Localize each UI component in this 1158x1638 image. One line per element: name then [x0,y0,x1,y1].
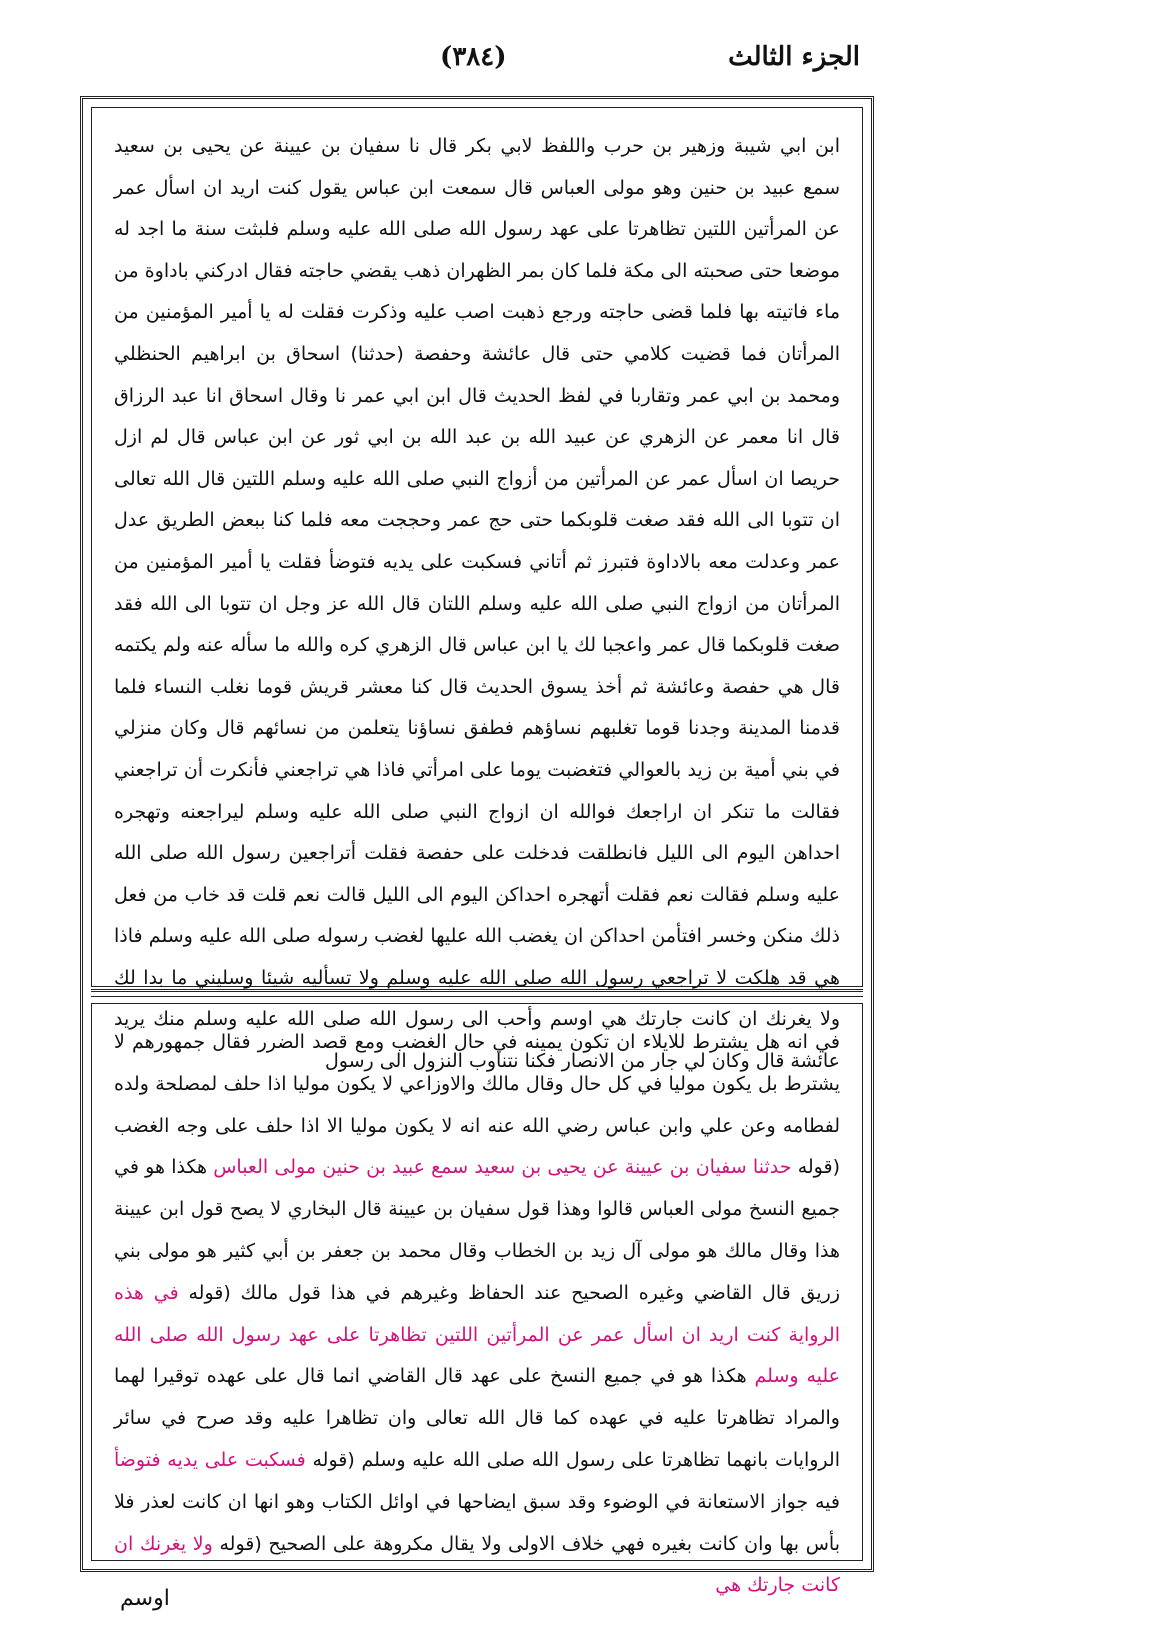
volume-title: الجزء الثالث [728,42,860,72]
commentary-part-2: هكذا هو في جميع النسخ مولى العباس قالوا وهذا قول سفيان بن عيينة قال البخاري لا يصح قول ابن عيينة هذا وقال مالك هو مولى آل زيد بن الخطاب وقال محمد بن جعفر بن أبي كثير هو مولى بني زريق قال القاضي وغيره الصحيح عند الحفاظ وغيرهم في هذا قول مالك (قوله [114,1156,840,1304]
commentary-part-4: فيه جواز الاستعانة في الوضوء وقد سبق ايضاحها في اوائل الكتاب وهو انها ان كانت لعذر فلا بأس بها وان كانت بغيره فهي خلاف الاولى ولا يقال مكروهة على الصحيح (قوله [114,1490,840,1555]
commentary-text [114,1022,840,1607]
page-frame [80,96,874,1597]
commentary-quote-1: حدثنا سفيان بن عيينة عن يحيى بن سعيد سمع عبيد بن حنين مولى العباس [213,1156,792,1179]
commentary-quote-4: ولا يغرنك ان كانت جارتك هي [114,1532,840,1597]
commentary-panel [91,1003,863,1597]
page-number: (٣٨٤) [440,42,507,72]
commentary-quote-3: فسكبت على يديه فتوضأ [114,1448,306,1471]
catchword: اوسم [120,1586,170,1611]
commentary-part-1: في انه هل يشترط للايلاء ان تكون يمينه في حال الغضب ومع قصد الضرر فقال جمهورهم لا يشترط بل يكون موليا في كل حال وقال مالك والاوزاعي لا يكون موليا اذا حلف لمصلحة ولده لفطامه وعن علي وابن عباس رضي الله عنه انه لا يكون موليا الا اذا حلف على وجه الغضب (قوله [114,1031,840,1179]
section-divider [91,989,863,997]
page-header [80,42,860,86]
commentary-quote-2: في هذه الرواية كنت اريد ان اسأل عمر عن المرأتين اللتين تظاهرتا على عهد رسول الله صلى الله عليه وسلم [114,1281,840,1388]
hadith-text: ابن ابي شيبة وزهير بن حرب واللفظ لابي بكر قال نا سفيان بن عيينة عن يحيى بن سعيد سمع عبيد بن حنين وهو مولى العباس قال سمعت ابن عباس يقول كنت اريد ان اسأل عمر عن المرأتين اللتين تظاهرتا على عهد رسول الله صلى الله عليه وسلم فلبثت سنة ما اجد له موضعا حتى صحبته الى مكة فلما كان بمر الظهران ذهب يقضي حاجته فقال ادركني باداوة من ماء فاتيته بها فلما قضى حاجته ورجع ذهبت اصب عليه وذكرت فقلت له يا أمير المؤمنين من المرأتان فما قضيت كلامي حتى قال عائشة وحفصة (حدثنا) اسحاق بن ابراهيم الحنظلي ومحمد بن ابي عمر وتقاربا في لفظ الحديث قال ابن ابي عمر نا وقال اسحاق انا عبد الرزاق قال انا معمر عن الزهري عن عبيد الله بن عبد الله بن ابي ثور عن ابن عباس قال لم ازل حريصا ان اسأل عمر عن المرأتين من أزواج النبي صلى الله عليه وسلم اللتين قال الله تعالى ان تتوبا الى الله فقد صغت قلوبكما حتى حج عمر وحججت معه فلما كنا ببعض الطريق عدل عمر وعدلت معه بالاداوة فتبرز ثم أتاني فسكبت على يديه فتوضأ فقلت يا أمير المؤمنين من المرأتان من ازواج النبي صلى الله عليه وسلم اللتان قال الله عز وجل ان تتوبا الى الله فقد صغت قلوبكما قال عمر واعجبا لك يا ابن عباس قال الزهري كره والله ما سأله عنه ولم يكتمه قال هي حفصة وعائشة ثم أخذ يسوق الحديث قال كنا معشر قريش قوما نغلب النساء فلما قدمنا المدينة وجدنا قوما تغلبهم نساؤهم فطفق نساؤنا يتعلمن من نسائهم قال وكان منزلي في بني أمية بن زيد بالعوالي فتغضبت يوما على امرأتي فاذا هي تراجعني فأنكرت أن تراجعني فقالت ما تنكر ان اراجعك فوالله ان ازواج النبي صلى الله عليه وسلم ليراجعنه وتهجره احداهن اليوم الى الليل فانطلقت فدخلت على حفصة فقلت أتراجعين رسول الله صلى الله عليه وسلم فقالت نعم فقلت أتهجره احداكن اليوم الى الليل قالت نعم قلت قد خاب من فعل ذلك منكن وخسر افتأمن احداكن ان يغضب الله عليها لغضب رسوله صلى الله عليه وسلم فاذا هي قد هلكت لا تراجعي رسول الله صلى الله عليه وسلم ولا تسأليه شيئا وسليني ما بدا لك ولا يغرنك ان كانت جارتك هي اوسم وأحب الى رسول الله صلى الله عليه وسلم منك يريد عائشة قال وكان لي جار من الانصار فكنا نتناوب النزول الى رسول [114,135,840,1073]
commentary-part-3: هكذا هو في جميع النسخ على عهد قال القاضي انما قال على عهده توقيرا لهما والمراد تظاهرتا عليه في عهده كما قال الله تعالى وان تظاهرا عليه وقد صرح في سائر الروايات بانهما تظاهرتا على رسول الله صلى الله عليه وسلم (قوله [114,1365,840,1471]
hadith-panel [91,107,863,1073]
